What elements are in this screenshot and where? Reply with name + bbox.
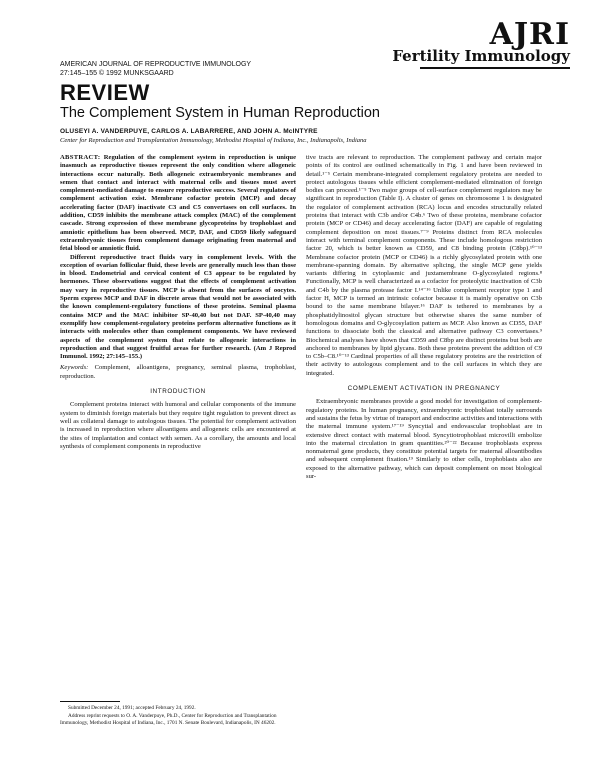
right-column-text: tive tracts are relevant to reproduction. The complement pathway and certain major points of its control are outlined schematically in Fig. 1 and have been reviewed in detail.¹⁻⁵ Certain membrane-integrated complement regulatory proteins are needed to protect autologous tissues while efficient complement-mediated elimination of foreign bodies can proceed.¹⁻⁵ Two major groups of cell-surface complement regulators may be significant in reproduction (Table I). A cluster of genes on chromosome 1 is designated the regulator of complement activation (RCA) locus and encodes structurally related proteins that interact with C3b and/or C4b.⁶ Two of these proteins, membrane cofactor protein (MCP or CD46) and decay accelerating factor (DAF) are capable of regulating complement deposition on most tissues.⁷⁻⁹ Proteins distinct from RCA molecules interact with terminal complement components. These include homologous restriction factor 20, which is better known as CD59, and C8 binding protein (C8bp).¹⁰⁻¹³ Membrane cofactor protein (MCP or CD46) is a richly glycosylated protein with one membrane-spanning domain. By alternative splicing, the single MCP gene yields variants differing in cytoplasmic and juxtamembrane O-glycosylated regions.⁸ Functionally, MCP is well characterized as a cofactor for proteolytic inactivation of C3b and C4b by the plasma protease factor I.¹⁴⁻¹⁶ Unlike complement receptor type 1 and factor H, MCP is termed an intrinsic cofactor because it is mainly operative on C3b bound to the same membrane bilayer.¹⁶ DAF is tethered to membranes by a phosphatidylinositol glycan structure but otherwise shares the same number of homologous domains and O-glycosylation pattern as MCP. Also known as CD55, DAF functions to dissociate both the classical and alternative pathway C3 convertases.⁹ Biochemical analyses have shown that CD59 and C8bp are distinct proteins but both are anchored to membranes by lipid glycans. Both these proteins prevent the addition of C9 to C5b–C8.¹⁰⁻¹³ Cardinal properties of all these regulatory proteins are the restriction of their activity to autologous complement and to the cell surfaces in which they are integrated. xyxy=(306,154,542,377)
keywords-text: Complement, alloantigens, pregnancy, seminal plasma, trophoblast, reproduction. xyxy=(60,364,297,380)
complement-activation-heading: COMPLEMENT ACTIVATION IN PREGNANCY xyxy=(347,385,501,393)
abstract-label: ABSTRACT: xyxy=(60,154,101,161)
abstract-text: Regulation of the complement system in reproduction is unique inasmuch as reproductive tissues represent the only condition where allogeneic interactions occur naturally. Both allogeneic extraembryonic membranes and semen that contact and interact with maternal cells and tissues must avert complement-mediated damage to ensure reproductive success. Several regulators of complement activation exist. Membrane cofactor protein (MCP) and decay accelerating factor (DAF) inactivate C3 and C5 convertases on cell surfaces. In addition, CD59 inhibits the membrane attack complex (MAC) of the complement cascade. Strong expression of these membrane glycoproteins by trophoblast and amniotic epithelium has been observed. MCP, DAF, and CD59 likely safeguard extraembryonic tissues from complement damage originating from maternal and fetal blood or amniotic fluid. xyxy=(60,154,296,253)
journal-name: AMERICAN JOURNAL OF REPRODUCTIVE IMMUNOLOGY xyxy=(60,61,252,68)
section-label: REVIEW xyxy=(60,80,150,105)
journal-logo-subtitle: Fertility Immunology xyxy=(392,47,570,65)
logo-rule xyxy=(420,67,570,69)
journal-logo xyxy=(392,17,570,69)
footnote-rule xyxy=(60,701,120,702)
footnote-submitted: Submitted December 24, 1991; accepted February 24, 1992. xyxy=(68,705,196,711)
footnote-address: Address reprint requests to O. A. Vanderpuye, Ph.D., Center for Reproduction and Transplantation Immunology, Methodist Hospital of Indiana, Inc., 1701 N. Senate Boulevard, Indianapolis, IN 46202. xyxy=(60,713,277,726)
journal-logo-title: AJRI xyxy=(489,17,570,52)
footnote xyxy=(60,701,296,728)
keywords-label: Keywords: xyxy=(60,364,89,372)
abstract xyxy=(60,154,296,254)
left-column xyxy=(60,154,296,451)
article-affiliation: Center for Reproduction and Transplantation Immunology, Methodist Hospital of Indiana, Inc., Indianapolis, Indiana xyxy=(60,137,367,144)
article-authors: OLUSEYI A. VANDERPUYE, CARLOS A. LABARRERE, AND JOHN A. McINTYRE xyxy=(60,128,318,135)
introduction-heading: INTRODUCTION xyxy=(150,388,206,396)
article-title: The Complement System in Human Reproduction xyxy=(60,105,380,121)
introduction-text: Complement proteins interact with humoral and cellular components of the immune system to diminish foreign materials but they require tight regulation to prevent direct as well as collateral damage to autologous tissues. The potential for complement activation is increased in reproduction where alloantigens and allogeneic cells are encountered at the sites of implantation and contact with semen. As a corollary, the amounts and local synthesis of complement components in reproductive xyxy=(60,401,296,450)
journal-header xyxy=(60,60,251,78)
abstract-paragraph-2: Different reproductive tract fluids vary in complement levels. With the exception of ovarian follicular fluid, these levels are generally much less than those in blood. Endometrial and cervical content of C3 appear to be regulated by hormones. These observations suggest that the effects of complement activation may vary in reproductive tissues. MCP is absent from the surfaces of oocytes. Sperm express MCP and DAF in discrete areas that would not be associated with the known complement-regulatory functions of these proteins. Seminal plasma contains MCP and the MAC inhibitor SP-40,40 but not DAF. SP-40,40 may exemplify how complement-regulatory proteins perform alternative functions as it interacts with molecules other than complement components. We have reviewed aspects of the complement system that relate to allogeneic interactions in reproduction and that suggest fruitful areas for further research. (Am J Reprod Immunol. 1992; 27:145–155.) xyxy=(60,253,296,361)
right-column xyxy=(306,154,542,481)
journal-citation: 27:145–155 © 1992 MUNKSGAARD xyxy=(60,70,174,77)
complement-activation-text: Extraembryonic membranes provide a good model for investigation of complement-regulatory proteins. In human pregnancy, extraembryonic trophoblast totally surrounds and sustains the fetus by virtue of transport and endocrine activities and interactions with the maternal immune system.¹⁷⁻¹⁹ Syncytial and endovascular trophoblast are in extensive direct contact with maternal blood. Syncytiotrophoblast microvilli embolize into the maternal circulation in gram quantities.²⁰⁻²² Because trophoblasts express nonmaternal gene products, they constitute potential targets for maternal alloantibodies and subsequent complement fixation.¹⁹ Similarly to other cells, trophoblasts also are exposed to the alternative pathway, which can deposit complement on most biological sur- xyxy=(306,398,542,480)
keywords xyxy=(60,364,296,381)
